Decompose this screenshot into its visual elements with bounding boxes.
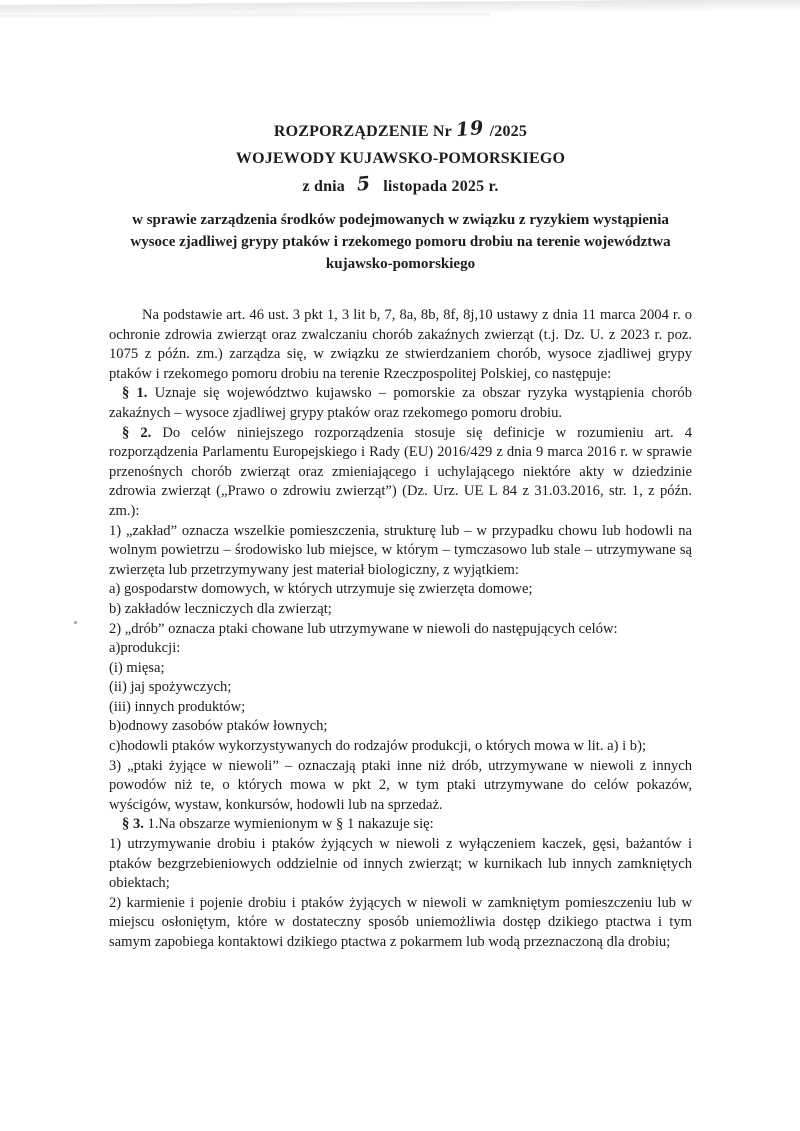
title-suffix: /2025 xyxy=(489,123,528,140)
scan-speck xyxy=(74,621,77,624)
paragraph-text: a)produkcji: xyxy=(109,640,181,657)
handwritten-day: 5 xyxy=(355,172,373,196)
body-paragraph xyxy=(109,894,692,953)
section-number: § 1. xyxy=(122,385,148,402)
paragraph-text: Na podstawie art. 46 ust. 3 pkt 1, 3 lit b, 7, 8a, 8b, 8f, 8j,10 ustawy z dnia 11 marca 2004 r. o ochronie zdrowia zwierząt oraz zwalczaniu chorób zakaźnych zwierząt (t.j. Dz. U. z 2023 r. poz. 1075 z późn. zm.) zarządza się, w związku ze stwierdzaniem chorób, wysoce zjadliwej grypy ptaków i rzekomego pomoru drobiu na terenie Rzeczpospolitej Polskiej, co następuje: xyxy=(109,307,692,382)
document-body xyxy=(109,306,692,953)
date-prefix: z dnia xyxy=(302,178,346,195)
document xyxy=(109,0,692,953)
title-prefix: ROZPORZĄDZENIE Nr xyxy=(273,123,452,140)
body-paragraph xyxy=(109,678,692,698)
paragraph-text: a) gospodarstw domowych, w których utrzymuje się zwierzęta domowe; xyxy=(109,581,533,598)
body-paragraph xyxy=(109,600,692,620)
document-title-line xyxy=(109,117,692,145)
body-paragraph xyxy=(109,698,692,718)
section-paragraph xyxy=(109,815,692,835)
paragraph-text: 3) „ptaki żyjące w niewoli” – oznaczają ptaki inne niż drób, utrzymywane w niewoli z innych powodów niż te, o których mowa w pkt 2, w tym ptaki utrzymywane do celów pokazów, wyścigów, wystaw, konkursów, hodowli lub na sprzedaż. xyxy=(109,757,692,813)
paragraph-text: c)hodowli ptaków wykorzystywanych do rodzajów produkcji, o których mowa w lit. a) i b); xyxy=(109,738,647,755)
paragraph-text: 2) „drób” oznacza ptaki chowane lub utrzymywane w niewoli do następujących celów: xyxy=(109,620,618,637)
paragraph-text: 1.Na obszarze wymienionym w § 1 nakazuje się: xyxy=(147,816,434,833)
body-paragraph xyxy=(109,620,692,640)
document-subject: w sprawie zarządzenia środków podejmowanych w związku z ryzykiem wystąpienia wysoce zjadliwej grypy ptaków i rzekomego pomoru drobiu na terenie województwa kujawsko-pomorskiego xyxy=(130,212,671,272)
paragraph-text: Uznaje się województwo kujawsko – pomorskie za obszar ryzyka wystąpienia chorób zakaźnych – wysoce zjadliwej grypy ptaków oraz rzekomego pomoru drobiu. xyxy=(109,385,692,421)
body-paragraph xyxy=(109,522,692,581)
section-number: § 2. xyxy=(122,424,152,441)
paragraph-text: b) zakładów leczniczych dla zwierząt; xyxy=(109,600,332,617)
body-paragraph xyxy=(109,580,692,600)
body-paragraph xyxy=(109,639,692,659)
body-paragraph xyxy=(109,835,692,894)
paragraph-text: b)odnowy zasobów ptaków łownych; xyxy=(109,718,328,735)
paragraph-text: (ii) jaj spożywczych; xyxy=(109,679,232,696)
body-paragraph xyxy=(109,717,692,737)
document-date-line xyxy=(109,172,692,200)
paragraph-text: 1) utrzymywanie drobiu i ptaków żyjących w niewoli z wyłączeniem kaczek, gęsi, bażantów i ptaków bezgrzebieniowych oddzielnie od innych zwierząt; w kurnikach lub innych zamkniętych obiektach; xyxy=(109,836,692,892)
section-paragraph xyxy=(109,384,692,423)
handwritten-regulation-number: 19 xyxy=(454,116,486,142)
paragraph-text: (iii) innych produktów; xyxy=(109,698,246,715)
document-issuer-line: WOJEWODY KUJAWSKO-POMORSKIEGO xyxy=(235,150,566,167)
section-paragraph xyxy=(109,424,692,522)
paragraph-text: 2) karmienie i pojenie drobiu i ptaków żyjących w niewoli w zamkniętym pomieszczeniu lub w miejscu osłoniętym, które w dostateczny sposób uniemożliwia dostęp dzikiego ptactwa i tym samym zapobiega kontaktowi dzikiego ptactwa z pokarmem lub wodą przeznaczoną dla drobiu; xyxy=(109,894,692,950)
document-header xyxy=(109,117,692,200)
paragraph-text: (i) mięsa; xyxy=(109,659,165,676)
body-paragraph xyxy=(109,737,692,757)
paragraph-text: Do celów niniejszego rozporządzenia stosuje się definicje w rozumieniu art. 4 rozporządzenia Parlamentu Europejskiego i Rady (EU) 2016/429 z dnia 9 marca 2016 r. w sprawie przenośnych chorób zwierząt oraz zmieniającego i uchylającego niektóre akty w dziedzinie zdrowia zwierząt („Prawo o zdrowiu zwierząt”) (Dz. Urz. UE L 84 z 31.03.2016, str. 1, z późn. zm.): xyxy=(109,424,692,519)
body-paragraph xyxy=(109,757,692,816)
body-paragraph xyxy=(109,659,692,679)
date-suffix: listopada 2025 r. xyxy=(383,178,499,195)
body-paragraph xyxy=(109,306,692,384)
paragraph-text: 1) „zakład” oznacza wszelkie pomieszczenia, strukturę lub – w przypadku chowu lub hodowli na wolnym powietrzu – środowisko lub miejsce, w którym – tymczasowo lub stale – utrzymywane są zwierzęta lub przetrzymywany jest materiał biologiczny, z wyjątkiem: xyxy=(109,522,692,578)
section-number: § 3. xyxy=(122,816,144,833)
